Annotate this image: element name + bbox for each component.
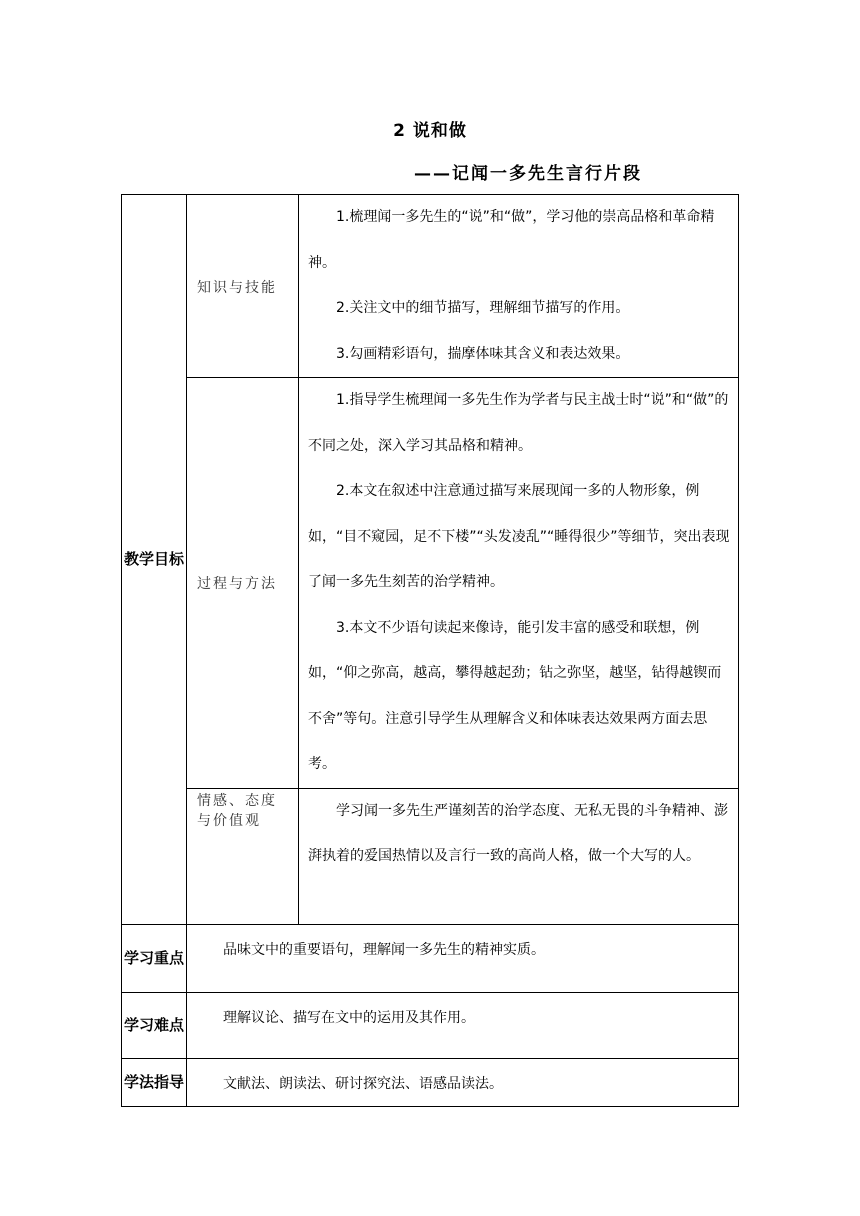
table-row	[122, 924, 739, 992]
section-label-attitude: 情感、态度与价值观	[197, 792, 277, 829]
table-row	[122, 1058, 739, 1106]
paragraph: 2.关注文中的细节描写，理解细节描写的作用。	[336, 300, 630, 316]
section-label-knowledge: 知识与技能	[197, 280, 277, 296]
document-subtitle: ——记闻一多先生言行片段	[414, 164, 642, 184]
paragraph: 2.本文在叙述中注意通过描写来展现闻一多的人物形象，例如，“目不窥园，足不下楼”“头发凌乱”“睡得很少”等细节，突出表现了闻一多先生刻苦的治学精神。	[308, 483, 730, 590]
document-title: 2 说和做	[393, 121, 467, 141]
section-content-process	[299, 378, 739, 789]
section-label-process: 过程与方法	[197, 575, 277, 592]
key-points-text: 品味文中的重要语句，理解闻一多先生的精神实质。	[223, 941, 545, 958]
goals-label: 教学目标	[123, 550, 184, 569]
table-row	[122, 378, 739, 789]
section-label-cell	[187, 788, 299, 924]
row-label-cell	[122, 992, 187, 1058]
section-label-cell	[187, 378, 299, 789]
table-row	[122, 195, 739, 378]
table-row	[122, 788, 739, 924]
difficulties-text: 理解议论、描写在文中的运用及其作用。	[223, 1009, 475, 1026]
row-label-cell	[122, 924, 187, 992]
method-guide-text: 文献法、朗读法、研讨探究法、语感品读法。	[223, 1075, 503, 1092]
goals-label-cell	[122, 195, 187, 925]
key-points-label: 学习重点	[123, 949, 184, 967]
method-guide-content	[187, 1058, 739, 1106]
paragraph: 1.指导学生梳理闻一多先生作为学者与民主战士时“说”和“做”的不同之处，深入学习其品格和精神。	[308, 392, 729, 454]
section-content-attitude	[299, 788, 739, 924]
key-points-content	[187, 924, 739, 992]
section-content-knowledge	[299, 195, 739, 378]
paragraph: 1.梳理闻一多先生的“说”和“做”，学习他的崇高品格和革命精神。	[308, 209, 715, 271]
paragraph: 学习闻一多先生严谨刻苦的治学态度、无私无畏的斗争精神、澎湃执着的爱国热情以及言行一致的高尚人格，做一个大写的人。	[308, 802, 728, 864]
row-label-cell	[122, 1058, 187, 1106]
difficulties-label: 学习难点	[123, 1016, 184, 1034]
paragraph: 3.本文不少语句读起来像诗，能引发丰富的感受和联想，例如，“仰之弥高，越高，攀得越起劲；钻之弥坚，越坚，钻得越锲而不舍”等句。注意引导学生从理解含义和体味表达效果两方面去思考。	[308, 619, 722, 772]
method-guide-label: 学法指导	[123, 1073, 184, 1091]
table-row	[122, 992, 739, 1058]
section-label-cell	[187, 195, 299, 378]
lesson-plan-table	[121, 194, 739, 1107]
paragraph: 3.勾画精彩语句，揣摩体味其含义和表达效果。	[336, 345, 630, 362]
difficulties-content	[187, 992, 739, 1058]
